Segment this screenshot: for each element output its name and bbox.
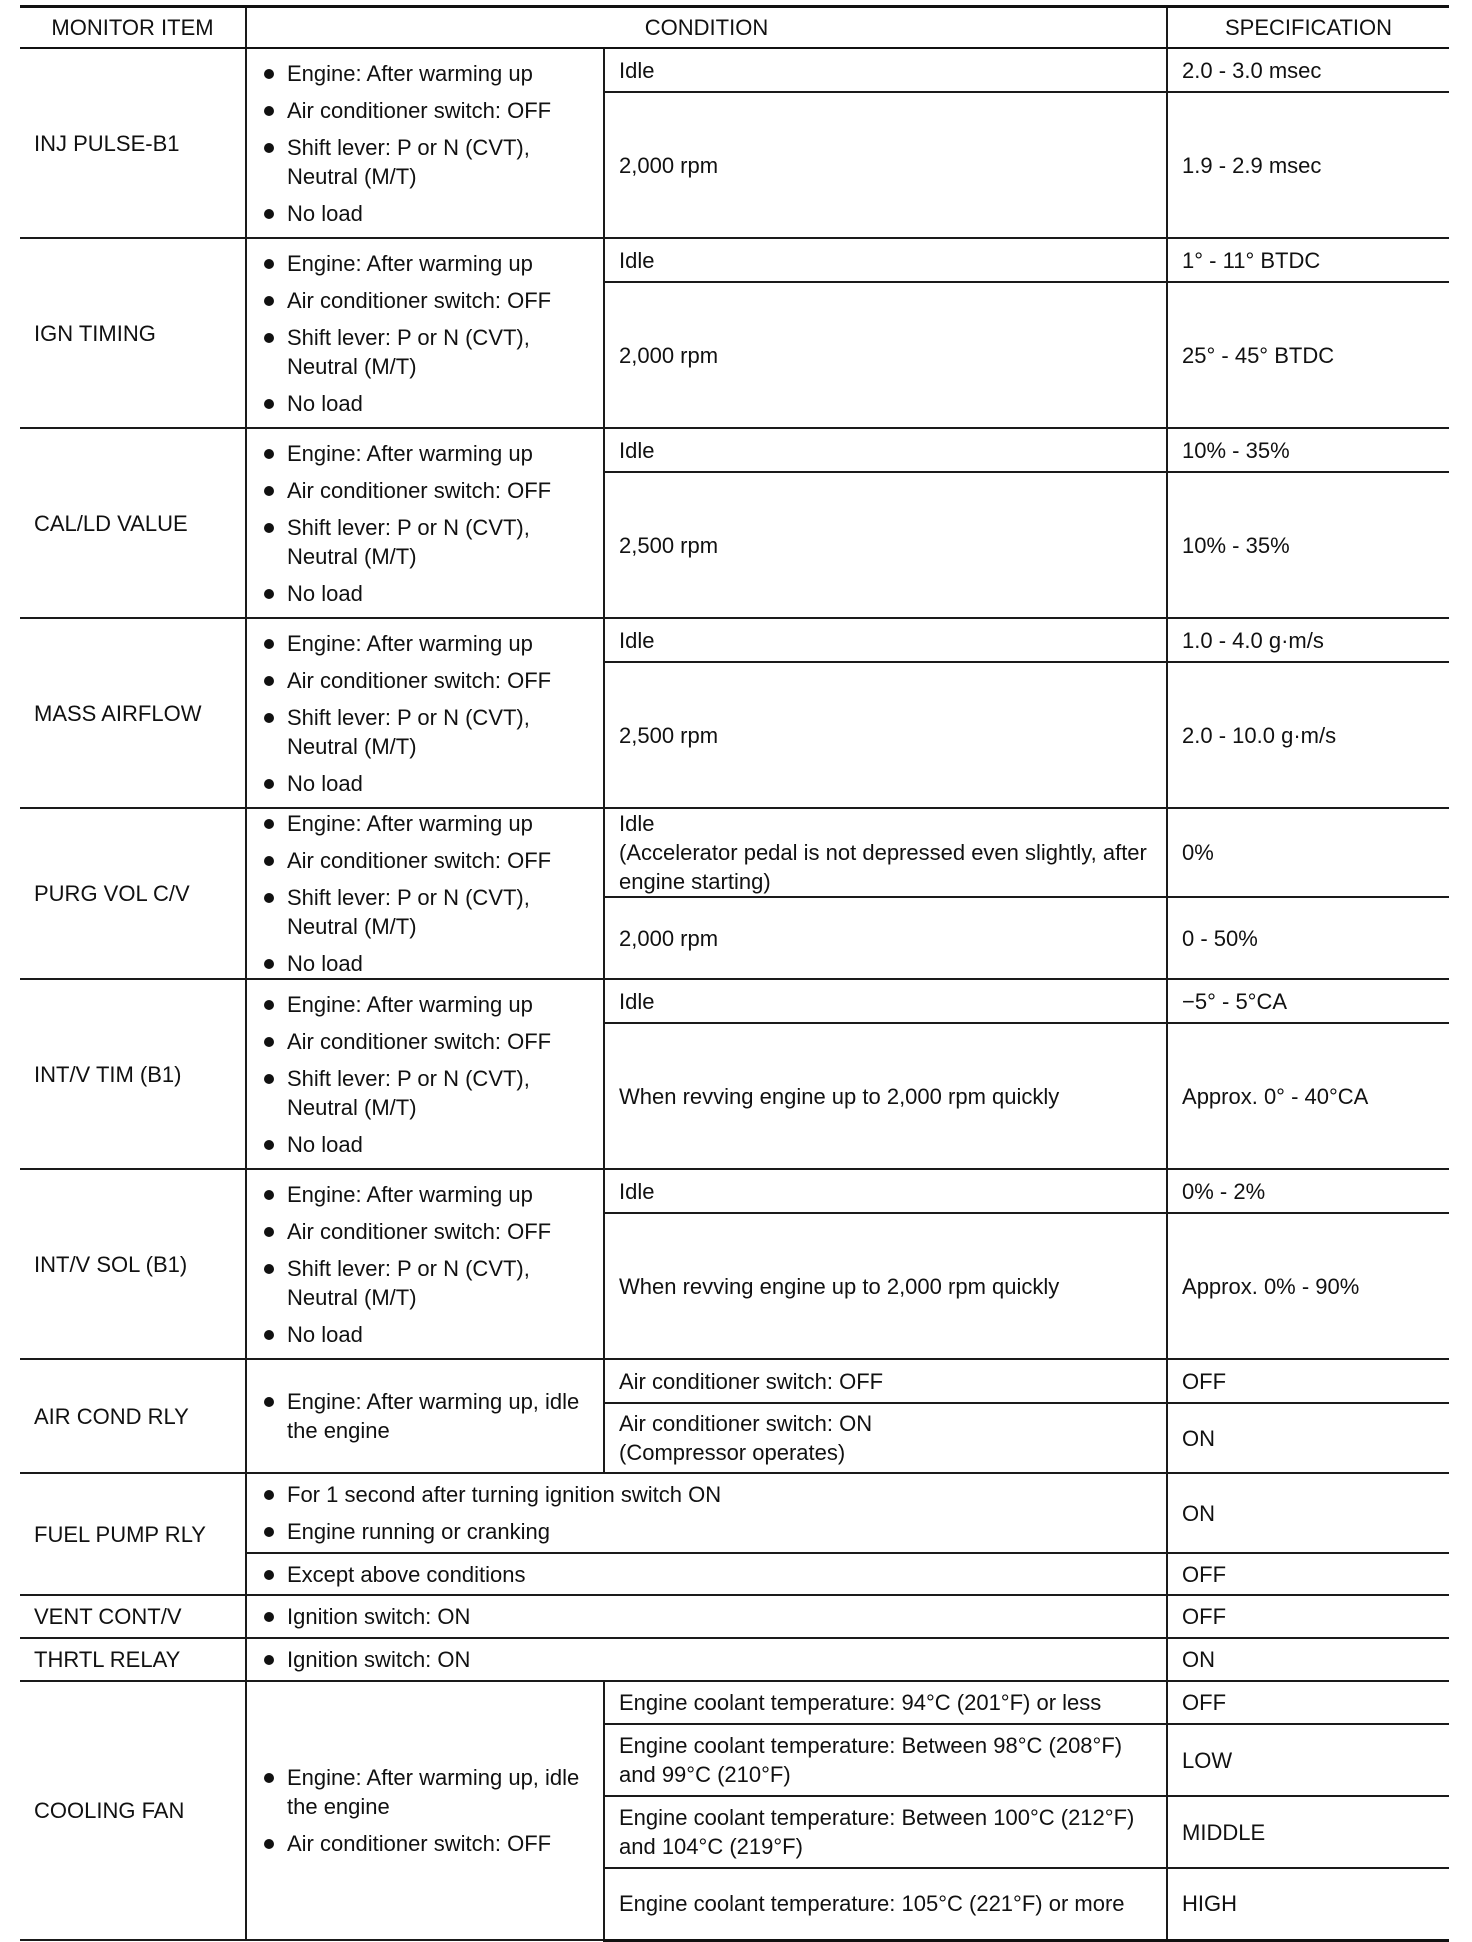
table-row (20, 808, 1449, 897)
air-cond-condition-cell (246, 1359, 604, 1473)
condition-bullet: Engine: After warming up (261, 249, 589, 278)
specification-value: 1.0 - 4.0 g·m/s (1167, 618, 1449, 662)
fuel-pump-off-condition-list (261, 1560, 1152, 1589)
condition-detail: Engine coolant temperature: Between 98°C (208°F) and 99°C (210°F) (604, 1724, 1167, 1796)
specification-value: ON (1167, 1403, 1449, 1473)
condition-bullet: No load (261, 389, 589, 418)
monitor-item: IGN TIMING (20, 238, 246, 428)
condition-bullet: Ignition switch: ON (261, 1645, 1152, 1674)
common-condition-cell (246, 808, 604, 979)
table-row (20, 428, 1449, 472)
monitor-spec-table (20, 5, 1449, 1942)
condition-detail: Idle (604, 979, 1167, 1023)
specification-value: 10% - 35% (1167, 428, 1449, 472)
specification-value: Approx. 0° - 40°CA (1167, 1023, 1449, 1169)
table-row (20, 48, 1449, 92)
monitor-item: MASS AIRFLOW (20, 618, 246, 808)
specification-value: OFF (1167, 1553, 1449, 1595)
fuel-pump-off-condition-cell (246, 1553, 1167, 1595)
common-condition-list (261, 990, 589, 1159)
monitor-item: COOLING FAN (20, 1681, 246, 1940)
specification-value: 1.9 - 2.9 msec (1167, 92, 1449, 238)
single-condition-cell (246, 1595, 1167, 1638)
header-condition: CONDITION (246, 7, 1167, 49)
monitor-item: FUEL PUMP RLY (20, 1473, 246, 1595)
air-cond-condition-list (261, 1387, 589, 1445)
condition-bullet: Air conditioner switch: OFF (261, 846, 589, 875)
header-row (20, 7, 1449, 49)
specification-value: −5° - 5°CA (1167, 979, 1449, 1023)
condition-detail: 2,000 rpm (604, 282, 1167, 428)
condition-bullet: Engine: After warming up (261, 990, 589, 1019)
condition-bullet: No load (261, 769, 589, 798)
specification-value: 0% (1167, 808, 1449, 897)
condition-bullet: Shift lever: P or N (CVT), Neutral (M/T) (261, 883, 589, 941)
condition-bullet: Air conditioner switch: OFF (261, 286, 589, 315)
specification-value: OFF (1167, 1681, 1449, 1724)
single-condition-cell (246, 1638, 1167, 1681)
specification-value: 10% - 35% (1167, 472, 1449, 618)
condition-bullet: Engine: After warming up (261, 809, 589, 838)
header-monitor-item: MONITOR ITEM (20, 7, 246, 49)
condition-bullet: No load (261, 1320, 589, 1349)
table-row (20, 1169, 1449, 1213)
specification-value: Approx. 0% - 90% (1167, 1213, 1449, 1359)
table-row (20, 1473, 1449, 1553)
table-row (20, 618, 1449, 662)
specification-value: MIDDLE (1167, 1796, 1449, 1868)
condition-bullet: Engine: After warming up, idle the engine (261, 1763, 589, 1821)
common-condition-cell (246, 238, 604, 428)
condition-detail: Air conditioner switch: ON (Compressor operates) (604, 1403, 1167, 1473)
monitor-item: CAL/LD VALUE (20, 428, 246, 618)
cooling-fan-condition-cell (246, 1681, 604, 1940)
specification-value: HIGH (1167, 1868, 1449, 1940)
common-condition-cell (246, 48, 604, 238)
cooling-fan-condition-list (261, 1763, 589, 1858)
specification-value: 2.0 - 3.0 msec (1167, 48, 1449, 92)
table-row (20, 979, 1449, 1023)
specification-value: 0 - 50% (1167, 897, 1449, 979)
common-condition-list (261, 629, 589, 798)
monitor-item: PURG VOL C/V (20, 808, 246, 979)
single-condition-list (261, 1645, 1152, 1674)
condition-detail: Engine coolant temperature: 105°C (221°F) or more (604, 1868, 1167, 1940)
common-condition-list (261, 809, 589, 978)
fuel-pump-on-condition-list (261, 1480, 1152, 1546)
header-specification: SPECIFICATION (1167, 7, 1449, 49)
condition-detail: Idle (604, 428, 1167, 472)
specification-value: 25° - 45° BTDC (1167, 282, 1449, 428)
condition-bullet: Engine: After warming up (261, 1180, 589, 1209)
specification-value: OFF (1167, 1359, 1449, 1403)
specification-value: 0% - 2% (1167, 1169, 1449, 1213)
table-row (20, 1638, 1449, 1681)
specification-value: 2.0 - 10.0 g·m/s (1167, 662, 1449, 808)
condition-bullet: No load (261, 1130, 589, 1159)
condition-detail: When revving engine up to 2,000 rpm quickly (604, 1023, 1167, 1169)
condition-bullet: Air conditioner switch: OFF (261, 96, 589, 125)
condition-detail: Idle (Accelerator pedal is not depressed even slightly, after engine starting) (604, 808, 1167, 897)
specification-value: ON (1167, 1473, 1449, 1553)
condition-bullet: Air conditioner switch: OFF (261, 666, 589, 695)
condition-detail: 2,500 rpm (604, 662, 1167, 808)
condition-detail: When revving engine up to 2,000 rpm quickly (604, 1213, 1167, 1359)
condition-detail: Engine coolant temperature: Between 100°C (212°F) and 104°C (219°F) (604, 1796, 1167, 1868)
condition-bullet: Shift lever: P or N (CVT), Neutral (M/T) (261, 513, 589, 571)
common-condition-cell (246, 1169, 604, 1359)
specification-value: ON (1167, 1638, 1449, 1681)
condition-bullet: No load (261, 949, 589, 978)
monitor-item: THRTL RELAY (20, 1638, 246, 1681)
table-row (20, 1359, 1449, 1403)
condition-bullet: Ignition switch: ON (261, 1602, 1152, 1631)
condition-detail: Idle (604, 618, 1167, 662)
condition-bullet: Except above conditions (261, 1560, 1152, 1589)
condition-bullet: Air conditioner switch: OFF (261, 1217, 589, 1246)
monitor-item: AIR COND RLY (20, 1359, 246, 1473)
common-condition-list (261, 59, 589, 228)
condition-bullet: Engine: After warming up (261, 59, 589, 88)
common-condition-cell (246, 979, 604, 1169)
condition-detail: Idle (604, 1169, 1167, 1213)
table-row (20, 238, 1449, 282)
condition-bullet: Shift lever: P or N (CVT), Neutral (M/T) (261, 133, 589, 191)
common-condition-list (261, 1180, 589, 1349)
condition-detail: 2,000 rpm (604, 92, 1167, 238)
condition-bullet: Engine running or cranking (261, 1517, 1152, 1546)
specification-value: OFF (1167, 1595, 1449, 1638)
common-condition-list (261, 439, 589, 608)
condition-bullet: For 1 second after turning ignition switch ON (261, 1480, 1152, 1509)
condition-bullet: Air conditioner switch: OFF (261, 1027, 589, 1056)
monitor-item: VENT CONT/V (20, 1595, 246, 1638)
condition-bullet: No load (261, 199, 589, 228)
monitor-item: INT/V SOL (B1) (20, 1169, 246, 1359)
condition-detail: Idle (604, 238, 1167, 282)
condition-bullet: Engine: After warming up, idle the engine (261, 1387, 589, 1445)
specification-value: 1° - 11° BTDC (1167, 238, 1449, 282)
condition-bullet: Shift lever: P or N (CVT), Neutral (M/T) (261, 1254, 589, 1312)
table-row (20, 1681, 1449, 1724)
condition-bullet: Engine: After warming up (261, 439, 589, 468)
common-condition-cell (246, 618, 604, 808)
monitor-item: INT/V TIM (B1) (20, 979, 246, 1169)
single-condition-list (261, 1602, 1152, 1631)
table-row (20, 1595, 1449, 1638)
specification-value: LOW (1167, 1724, 1449, 1796)
condition-detail: 2,000 rpm (604, 897, 1167, 979)
monitor-item: INJ PULSE-B1 (20, 48, 246, 238)
condition-detail: Idle (604, 48, 1167, 92)
condition-bullet: Shift lever: P or N (CVT), Neutral (M/T) (261, 323, 589, 381)
common-condition-cell (246, 428, 604, 618)
condition-bullet: Air conditioner switch: OFF (261, 1829, 589, 1858)
common-condition-list (261, 249, 589, 418)
condition-bullet: Engine: After warming up (261, 629, 589, 658)
condition-detail: Engine coolant temperature: 94°C (201°F) or less (604, 1681, 1167, 1724)
condition-detail: Air conditioner switch: OFF (604, 1359, 1167, 1403)
table-body (20, 48, 1449, 1940)
condition-bullet: Shift lever: P or N (CVT), Neutral (M/T) (261, 703, 589, 761)
condition-bullet: Air conditioner switch: OFF (261, 476, 589, 505)
condition-bullet: No load (261, 579, 589, 608)
condition-detail: 2,500 rpm (604, 472, 1167, 618)
fuel-pump-on-condition-cell (246, 1473, 1167, 1553)
condition-bullet: Shift lever: P or N (CVT), Neutral (M/T) (261, 1064, 589, 1122)
